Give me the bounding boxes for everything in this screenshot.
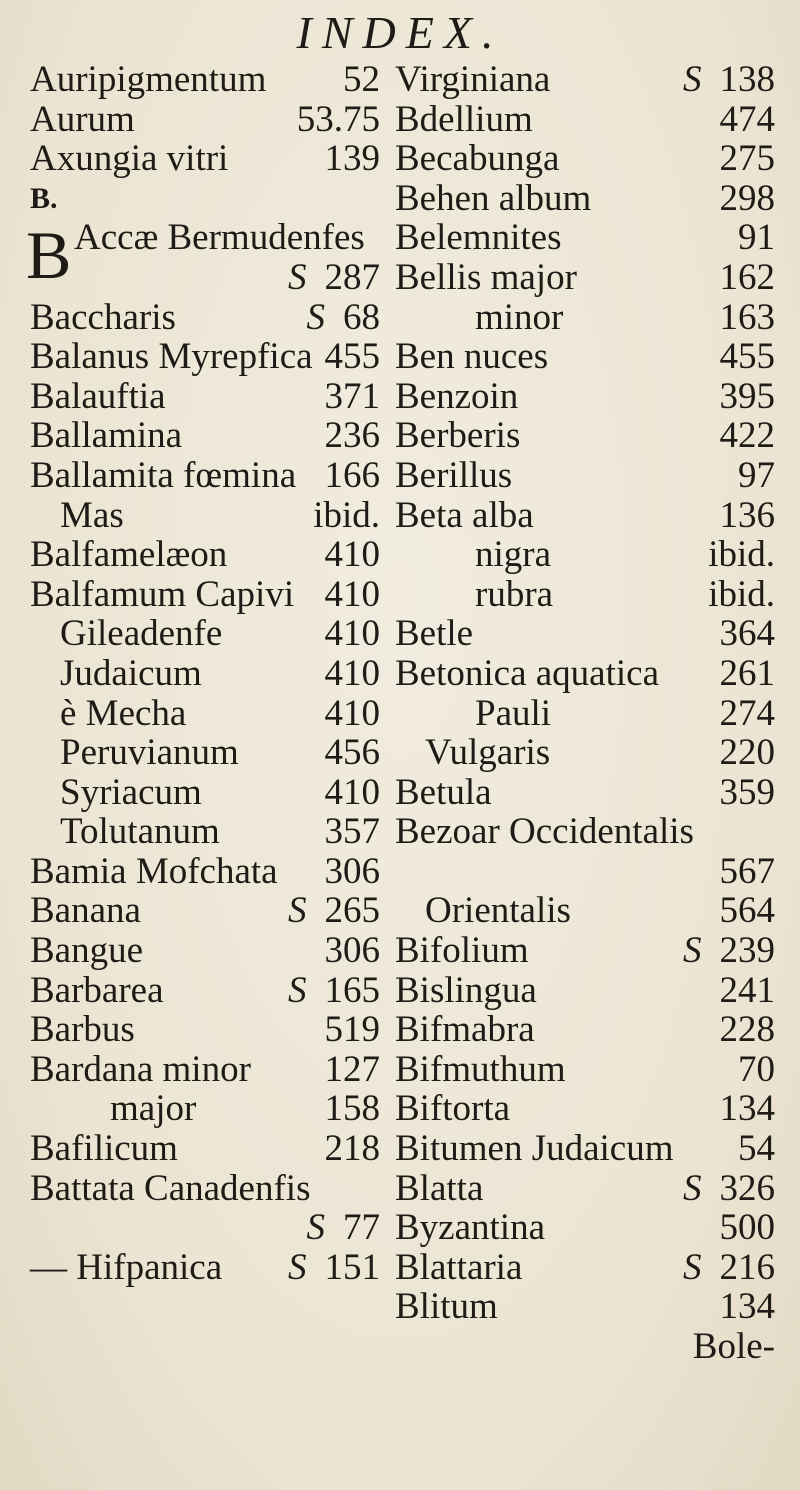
entry-term: rubra xyxy=(475,573,554,615)
entry-page-number: ibid. xyxy=(708,573,775,615)
index-entry xyxy=(30,139,380,179)
entry-page-number: 158 xyxy=(324,1088,380,1130)
entry-page-number: 455 xyxy=(324,336,380,378)
entry-term: Bamia Mofchata xyxy=(30,850,278,892)
index-entry xyxy=(30,694,380,734)
entry-term: Gileadenfe xyxy=(60,613,223,655)
index-entry xyxy=(395,100,775,140)
entry-page-number: 151 xyxy=(324,1246,380,1288)
entry-term: è Mecha xyxy=(60,692,187,734)
catchword-text: Bole- xyxy=(692,1326,775,1367)
entry-term: Orientalis xyxy=(425,890,571,932)
index-entry xyxy=(30,496,380,536)
entry-term: Balauftia xyxy=(30,375,166,417)
entry-term: Mas xyxy=(60,494,124,536)
index-entry xyxy=(395,1169,775,1209)
entry-term: Beta alba xyxy=(395,494,534,536)
index-entry xyxy=(395,773,775,813)
entry-term: Vulgaris xyxy=(425,732,551,774)
entry-page-number: 165 xyxy=(324,969,380,1011)
index-entry xyxy=(30,298,380,338)
entry-page-number: 220 xyxy=(719,732,775,774)
entry-term: Aurum xyxy=(30,98,135,140)
entry-term: Benzoin xyxy=(395,375,519,417)
entry-term: Banana xyxy=(30,890,141,932)
catchword xyxy=(395,1327,775,1367)
entry-term: Behen album xyxy=(395,177,592,219)
supplement-mark: S xyxy=(288,256,307,298)
entry-term: Balfamum Capivi xyxy=(30,573,295,615)
index-entry xyxy=(30,575,380,615)
entry-page-number: 91 xyxy=(738,217,775,259)
entry-page-number: 239 xyxy=(719,930,775,972)
entry-page-number: 52 xyxy=(343,59,380,100)
entry-page-number: 371 xyxy=(324,375,380,417)
index-entry xyxy=(395,812,775,852)
entry-page-number: 162 xyxy=(719,256,775,298)
entry-term: Blitum xyxy=(395,1286,498,1328)
entry-page-number: 306 xyxy=(324,850,380,892)
entry-page-number: 163 xyxy=(719,296,775,338)
entry-page-number: 410 xyxy=(324,573,380,615)
index-entry xyxy=(30,377,380,417)
index-entry xyxy=(395,931,775,971)
index-entry xyxy=(30,654,380,694)
entry-page-number: 136 xyxy=(719,494,775,536)
entry-page-number: 422 xyxy=(719,415,775,457)
entry-term: Auripigmentum xyxy=(30,59,267,100)
entry-term: Bitumen Judaicum xyxy=(395,1128,674,1170)
entry-term: Ballamita fœmina xyxy=(30,454,297,496)
index-entry xyxy=(395,891,775,931)
entry-page-number: 564 xyxy=(719,890,775,932)
index-entry xyxy=(395,1208,775,1248)
index-entry xyxy=(395,1089,775,1129)
entry-term: Tolutanum xyxy=(60,811,220,853)
index-entry xyxy=(395,1129,775,1169)
entry-page-number: 274 xyxy=(719,692,775,734)
entry-page-number: 410 xyxy=(324,771,380,813)
index-entry xyxy=(30,733,380,773)
page-title: INDEX. xyxy=(296,7,504,58)
entry-page-number: 134 xyxy=(719,1088,775,1130)
index-entry xyxy=(30,1169,380,1209)
index-entry xyxy=(30,971,380,1011)
supplement-mark: S xyxy=(683,930,702,972)
entry-page-number: 298 xyxy=(719,177,775,219)
index-entry xyxy=(395,694,775,734)
entry-page-number: 287 xyxy=(324,256,380,298)
entry-page-number: 474 xyxy=(719,98,775,140)
entry-page-number: 138 xyxy=(719,59,775,100)
index-entry xyxy=(30,337,380,377)
entry-page-number: 410 xyxy=(324,652,380,694)
entry-page-number: 410 xyxy=(324,534,380,576)
index-entry xyxy=(30,1248,380,1288)
entry-term: Berberis xyxy=(395,415,521,457)
index-entry xyxy=(395,139,775,179)
entry-term: Becabunga xyxy=(395,138,560,180)
section-heading: B. xyxy=(30,181,58,215)
index-entry xyxy=(395,971,775,1011)
entry-term: Bardana minor xyxy=(30,1048,251,1090)
index-entry xyxy=(30,1208,380,1248)
entry-page-number: 228 xyxy=(719,1009,775,1051)
entry-term: Bdellium xyxy=(395,98,533,140)
index-entry xyxy=(395,456,775,496)
entry-term: Barbarea xyxy=(30,969,164,1011)
entry-term: major xyxy=(110,1088,197,1130)
index-entry xyxy=(30,614,380,654)
index-entry xyxy=(395,377,775,417)
index-entry xyxy=(395,614,775,654)
supplement-mark: S xyxy=(683,1167,702,1209)
entry-term: Peruvianum xyxy=(60,732,239,774)
entry-term: Betula xyxy=(395,771,492,813)
supplement-mark: S xyxy=(288,1246,307,1288)
index-entry xyxy=(395,218,775,258)
index-entry xyxy=(395,654,775,694)
entry-page-number: 519 xyxy=(324,1009,380,1051)
entry-page-number: 261 xyxy=(719,652,775,694)
entry-term: Bislingua xyxy=(395,969,537,1011)
entry-term: Betonica aquatica xyxy=(395,652,660,694)
index-entry xyxy=(30,931,380,971)
index-entry xyxy=(30,852,380,892)
entry-page-number: 395 xyxy=(719,375,775,417)
entry-page-number: 216 xyxy=(719,1246,775,1288)
index-entry xyxy=(30,535,380,575)
entry-term: Pauli xyxy=(475,692,552,734)
entry-page-number: 77 xyxy=(343,1207,380,1249)
index-entry xyxy=(395,1050,775,1090)
index-entry xyxy=(30,812,380,852)
entry-term: Judaicum xyxy=(60,652,202,694)
entry-page-number: ibid. xyxy=(708,534,775,576)
entry-term: Belemnites xyxy=(395,217,562,259)
entry-term: Berillus xyxy=(395,454,513,496)
entry-term: Bifolium xyxy=(395,930,529,972)
supplement-mark: S xyxy=(306,1207,325,1249)
entry-term: nigra xyxy=(475,534,552,576)
entry-term: Betle xyxy=(395,613,474,655)
entry-page-number: 500 xyxy=(719,1207,775,1249)
entry-page-number: 97 xyxy=(738,454,775,496)
index-entry xyxy=(30,60,380,100)
index-entry xyxy=(395,258,775,298)
index-entry xyxy=(395,1287,775,1327)
entry-page-number: 70 xyxy=(738,1048,775,1090)
index-entry xyxy=(395,179,775,219)
index-entry xyxy=(395,733,775,773)
index-entry xyxy=(395,60,775,100)
index-entry xyxy=(30,773,380,813)
index-entry xyxy=(395,298,775,338)
entry-page-number: 455 xyxy=(719,336,775,378)
entry-page-number: 359 xyxy=(719,771,775,813)
index-entry xyxy=(395,575,775,615)
entry-page-number: 127 xyxy=(324,1048,380,1090)
index-entry xyxy=(30,1129,380,1169)
entry-term: Syriacum xyxy=(60,771,202,813)
entry-term: Ben nuces xyxy=(395,336,549,378)
index-entry xyxy=(395,852,775,892)
index-entry xyxy=(30,1089,380,1129)
entry-term: Virginiana xyxy=(395,59,551,100)
entry-term: Balfamelæon xyxy=(30,534,228,576)
supplement-mark: S xyxy=(288,969,307,1011)
entry-term: Bifmabra xyxy=(395,1009,535,1051)
entry-page-number: 218 xyxy=(324,1128,380,1170)
index-entry xyxy=(395,337,775,377)
entry-page-number: 265 xyxy=(324,890,380,932)
entry-term: Bellis major xyxy=(395,256,577,298)
index-entry xyxy=(30,258,380,298)
entry-term: Ballamina xyxy=(30,415,183,457)
entry-term: Bifmuthum xyxy=(395,1048,566,1090)
entry-page-number: 567 xyxy=(719,850,775,892)
entry-page-number: 68 xyxy=(343,296,380,338)
entry-page-number: 410 xyxy=(324,613,380,655)
supplement-mark: S xyxy=(683,1246,702,1288)
index-entry xyxy=(395,416,775,456)
entry-term: Baccharis xyxy=(30,296,176,338)
entry-page-number: 236 xyxy=(324,415,380,457)
entry-page-number: 357 xyxy=(324,811,380,853)
entry-term: Bangue xyxy=(30,930,144,972)
entry-term: Battata Canadenfis xyxy=(30,1167,311,1209)
index-entry xyxy=(395,1248,775,1288)
supplement-mark: S xyxy=(306,296,325,338)
entry-page-number: 364 xyxy=(719,613,775,655)
entry-page-number: 275 xyxy=(719,138,775,180)
entry-page-number: 134 xyxy=(719,1286,775,1328)
entry-term: Barbus xyxy=(30,1009,135,1051)
entry-page-number: 53.75 xyxy=(296,98,380,140)
supplement-mark: S xyxy=(288,890,307,932)
index-entry xyxy=(395,496,775,536)
entry-page-number: 54 xyxy=(738,1128,775,1170)
index-entry xyxy=(30,1050,380,1090)
entry-page-number: 241 xyxy=(719,969,775,1011)
right-index-column xyxy=(395,60,775,1367)
entry-term: Byzantina xyxy=(395,1207,546,1249)
entry-page-number: 166 xyxy=(324,454,380,496)
entry-term: Axungia vitri xyxy=(30,138,229,180)
entry-term: Blatta xyxy=(395,1167,484,1209)
supplement-mark: S xyxy=(683,59,702,100)
index-entry xyxy=(30,456,380,496)
left-index-column xyxy=(26,59,380,1288)
entry-page-number: ibid. xyxy=(313,494,380,536)
entry-page-number: 139 xyxy=(324,138,380,180)
index-entry xyxy=(30,100,380,140)
entry-page-number: 326 xyxy=(719,1167,775,1209)
index-entry xyxy=(30,416,380,456)
entry-page-number: 306 xyxy=(324,930,380,972)
entry-term: Bafilicum xyxy=(30,1128,178,1170)
entry-term: Blattaria xyxy=(395,1246,523,1288)
entry-term: Biftorta xyxy=(395,1088,511,1130)
index-entry xyxy=(395,535,775,575)
index-entry xyxy=(395,1010,775,1050)
drop-cap-letter: B xyxy=(26,217,72,294)
entry-term: minor xyxy=(475,296,564,338)
index-entry xyxy=(30,1010,380,1050)
entry-term: — Hifpanica xyxy=(30,1246,223,1288)
index-entry xyxy=(30,891,380,931)
entry-page-number: 410 xyxy=(324,692,380,734)
entry-term: Balanus Myrepfica xyxy=(30,336,313,378)
entry-term: Bezoar Occidentalis xyxy=(395,811,694,853)
entry-term: Accæ Bermudenfes xyxy=(74,217,365,259)
entry-page-number: 456 xyxy=(324,732,380,774)
